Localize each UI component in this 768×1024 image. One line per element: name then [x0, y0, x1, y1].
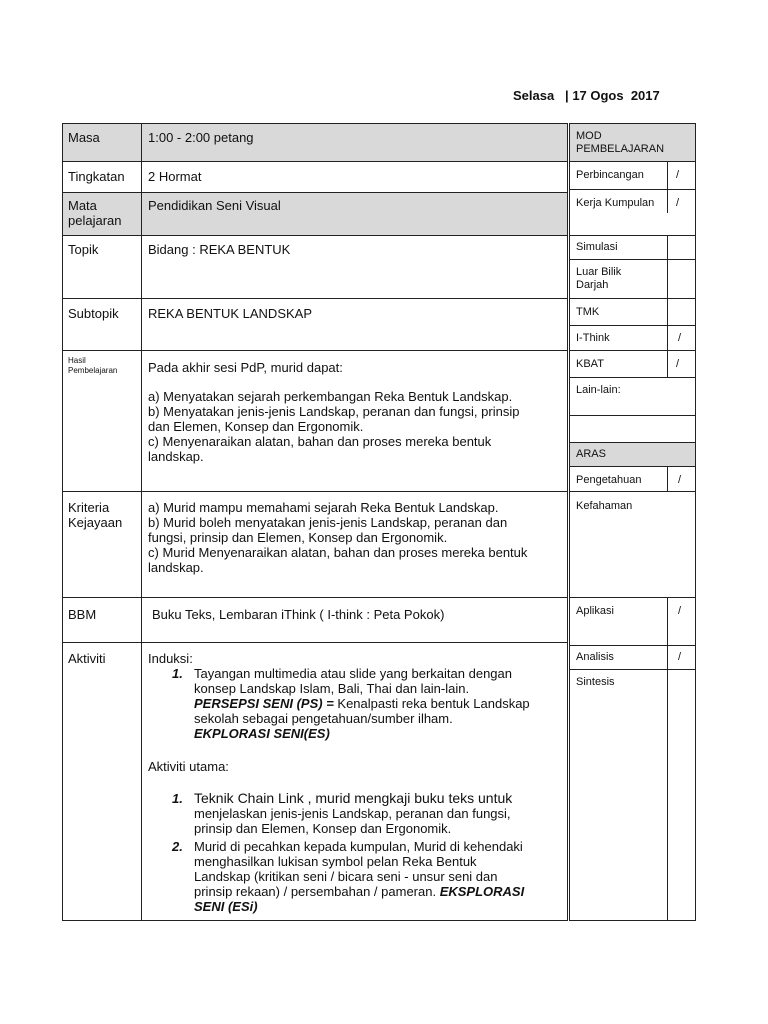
kerja-kumpulan-mark: /	[676, 197, 680, 209]
masa-value: 1:00 - 2:00 petang	[148, 130, 254, 145]
simulasi-label: Simulasi	[576, 241, 618, 253]
main1-line: Teknik Chain Link , murid mengkaji buku teks untuk	[194, 790, 513, 806]
kefahaman-label: Kefahaman	[576, 500, 633, 512]
induksi-heading: Induksi:	[148, 651, 193, 666]
right-row-divider	[569, 442, 696, 443]
analisis-mark: /	[678, 651, 682, 663]
main-item-2	[172, 839, 564, 914]
hasil-line: dan Elemen, Konsep dan Ergonomik.	[148, 419, 364, 434]
ithink-label: I-Think	[576, 332, 610, 344]
hasil-line: c) Menyenaraikan alatan, bahan dan proses mereka bentuk	[148, 434, 492, 449]
induksi-line: Tayangan multimedia atau slide yang berkaitan dengan	[194, 666, 512, 681]
hasil-label	[68, 356, 117, 376]
main-item-1	[172, 790, 564, 836]
right-row-divider	[569, 350, 696, 351]
date-separator: |	[565, 88, 569, 103]
row-divider	[62, 298, 568, 299]
subtopik-label: Subtopik	[68, 306, 119, 321]
row-divider	[62, 192, 568, 193]
eksplorasi-label: SENI (ESi)	[194, 899, 258, 914]
induksi-item-number: 1.	[172, 666, 183, 681]
date-header	[513, 88, 660, 103]
analisis-label: Analisis	[576, 651, 614, 663]
hasil-line: a) Menyatakan sejarah perkembangan Reka Bentuk Landskap.	[148, 389, 513, 404]
bbm-value: Buku Teks, Lembaran iThink ( I-think : Peta Pokok)	[152, 607, 445, 622]
kriteria-list	[148, 500, 527, 575]
right-row-divider	[569, 466, 696, 467]
eksplorasi-label: EKSPLORASI	[439, 884, 525, 899]
left-table-right-border	[567, 123, 568, 921]
kbat-label: KBAT	[576, 358, 604, 370]
hasil-label-line2: Pembelajaran	[68, 366, 118, 375]
subtopik-value: REKA BENTUK LANDSKAP	[148, 306, 312, 321]
left-table-left-border	[62, 123, 63, 921]
main-item-number: 2.	[172, 839, 183, 854]
right-row-divider	[569, 669, 696, 670]
right-table-bottom-border	[569, 920, 696, 921]
main2-line: Murid di pecahkan kepada kumpulan, Murid di kehendaki	[194, 839, 523, 854]
mod-header-line2: PEMBELAJARAN	[576, 143, 665, 155]
luar-bilik-line2: Darjah	[576, 279, 609, 291]
kriteria-label	[68, 500, 122, 530]
right-row-divider	[569, 377, 696, 378]
kriteria-line: b) Murid boleh menyatakan jenis-jenis Landskap, peranan dan	[148, 515, 508, 530]
persepsi-line2: sekolah sebagai pengetahuan/sumber ilham.	[194, 711, 453, 726]
persepsi-line	[194, 696, 564, 711]
ithink-mark: /	[678, 332, 682, 344]
date-value: 17 Ogos 2017	[572, 88, 660, 103]
persepsi-text: Kenalpasti reka bentuk Landskap	[333, 696, 530, 711]
right-row-divider	[569, 235, 696, 236]
main2-line: menghasilkan lukisan symbol pelan Reka Bentuk	[194, 854, 477, 869]
right-row-divider	[569, 161, 696, 162]
mod-header-line1: MOD	[576, 130, 602, 142]
row-divider	[62, 235, 568, 236]
right-row-divider	[569, 645, 696, 646]
masa-row-bg	[62, 123, 568, 161]
pengetahuan-mark: /	[678, 474, 682, 486]
mata-pelajaran-label-line2: pelajaran	[68, 213, 122, 228]
mod-pembelajaran-header	[576, 130, 664, 156]
perbincangan-label: Perbincangan	[576, 169, 644, 181]
tmk-label: TMK	[576, 306, 600, 318]
main1-line: menjelaskan jenis-jenis Landskap, peranan dan fungsi,	[194, 806, 511, 821]
kriteria-line: fungsi, prinsip dan Elemen, Konsep dan Ergonomik.	[148, 530, 448, 545]
persepsi-label: PERSEPSI SENI (PS) =	[194, 696, 334, 711]
kriteria-line: a) Murid mampu memahami sejarah Reka Bentuk Landskap.	[148, 500, 499, 515]
mata-pelajaran-label-line1: Mata	[68, 198, 97, 213]
induksi-line: konsep Landskap Islam, Bali, Thai dan lain-lain.	[194, 681, 470, 696]
aplikasi-label: Aplikasi	[576, 605, 614, 617]
aras-header: ARAS	[576, 448, 606, 460]
right-row-divider	[569, 259, 696, 260]
right-row-divider	[569, 597, 696, 598]
right-table-mark-column	[667, 466, 668, 492]
kriteria-label-line1: Kriteria	[68, 500, 110, 515]
right-row-divider	[569, 189, 696, 190]
kriteria-line: landskap.	[148, 560, 204, 575]
masa-label: Masa	[68, 130, 100, 145]
aktiviti-utama-heading: Aktiviti utama:	[148, 759, 229, 774]
perbincangan-mark: /	[676, 169, 680, 181]
mata-pelajaran-row-bg	[62, 192, 568, 235]
main1-line: prinsip dan Elemen, Konsep dan Ergonomik.	[194, 821, 452, 836]
main2-last-text: prinsip rekaan) / persembahan / pameran.	[194, 884, 440, 899]
day-label: Selasa	[513, 88, 555, 103]
kriteria-line: c) Murid Menyenaraikan alatan, bahan dan proses mereka bentuk	[148, 545, 528, 560]
bbm-label: BBM	[68, 607, 97, 622]
mata-pelajaran-value: Pendidikan Seni Visual	[148, 198, 281, 213]
hasil-line: landskap.	[148, 449, 204, 464]
mata-pelajaran-label	[68, 198, 122, 228]
right-table-right-border	[695, 123, 696, 921]
row-divider	[62, 597, 568, 598]
sintesis-label: Sintesis	[576, 676, 615, 688]
row-divider	[62, 161, 568, 162]
kerja-kumpulan-label: Kerja Kumpulan	[576, 197, 655, 209]
kbat-mark: /	[676, 358, 680, 370]
hasil-objectives	[148, 389, 519, 464]
induksi-item-1	[172, 666, 564, 741]
main2-last-line	[194, 884, 564, 899]
right-table-mark-column	[667, 161, 668, 213]
topik-value: Bidang : REKA BENTUK	[148, 242, 291, 257]
right-table-top-border	[569, 123, 696, 124]
tingkatan-value: 2 Hormat	[148, 169, 202, 184]
right-row-divider	[569, 325, 696, 326]
row-divider	[62, 350, 568, 351]
luar-bilik-line1: Luar Bilik	[576, 266, 622, 278]
left-table-column-divider	[141, 123, 142, 921]
hasil-label-line1: Hasil	[68, 356, 86, 365]
row-divider	[62, 491, 568, 492]
left-table-bottom-border	[62, 920, 568, 921]
hasil-intro: Pada akhir sesi PdP, murid dapat:	[148, 360, 343, 375]
main2-line: Landskap (kritikan seni / bicara seni - unsur seni dan	[194, 869, 498, 884]
left-table-top-border	[62, 123, 568, 124]
aktiviti-label: Aktiviti	[68, 651, 106, 666]
eksplorasi-label: EKPLORASI SENI(ES)	[194, 726, 330, 741]
aplikasi-mark: /	[678, 605, 682, 617]
right-table-left-border	[569, 123, 570, 921]
right-table-mark-column	[667, 235, 668, 377]
tingkatan-label: Tingkatan	[68, 169, 125, 184]
main-item-number: 1.	[172, 791, 183, 806]
right-row-divider	[569, 491, 696, 492]
right-row-divider	[569, 298, 696, 299]
right-row-divider	[569, 415, 696, 416]
lain-lain-label: Lain-lain:	[576, 384, 621, 396]
row-divider	[62, 642, 568, 643]
topik-label: Topik	[68, 242, 99, 257]
pengetahuan-label: Pengetahuan	[576, 474, 642, 486]
luar-bilik-label	[576, 266, 621, 292]
hasil-line: b) Menyatakan jenis-jenis Landskap, peranan dan fungsi, prinsip	[148, 404, 520, 419]
kriteria-label-line2: Kejayaan	[68, 515, 123, 530]
